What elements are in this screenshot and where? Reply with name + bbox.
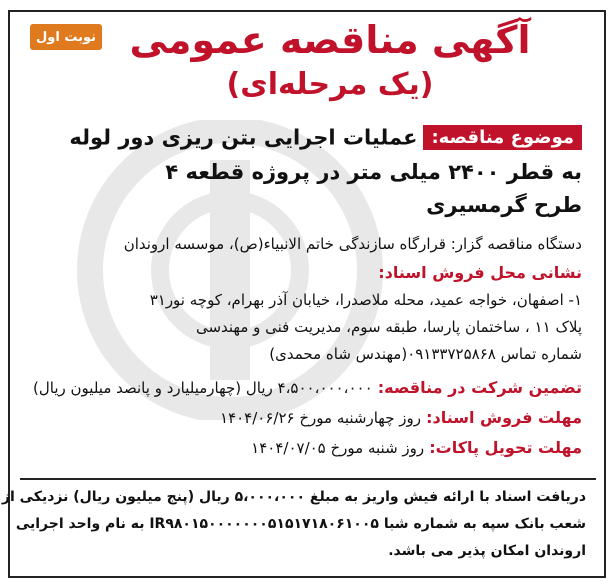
address-label: نشانی محل فروش اسناد: xyxy=(378,263,582,282)
delivery-deadline-label: مهلت تحویل پاکات: xyxy=(429,438,582,457)
subject-row xyxy=(69,125,582,150)
footer-line3: اروندان امکان پذیر می باشد. xyxy=(388,543,586,559)
issue-badge: نوبت اول xyxy=(30,24,102,50)
footer-line1: دریافت اسناد با ارائه فیش واریز به مبلغ ۵،۰۰۰،۰۰۰ ریال (پنج میلیون ریال) نزدیکی از xyxy=(1,489,586,505)
sale-deadline-row xyxy=(220,408,582,427)
guarantee-value: ۴،۵۰۰،۰۰۰،۰۰۰ ریال (چهارمیلیارد و پانصد میلیون ریال) xyxy=(33,379,373,397)
subject-line2: به قطر ۲۴۰۰ میلی متر در پروژه قطعه ۴ xyxy=(165,160,582,184)
subject-line1: عملیات اجرایی بتن ریزی دور لوله xyxy=(69,125,418,150)
footer-line2: شعب بانک سپه به شماره شبا IR۹۸۰۱۵۰۰۰۰۰۰۰۵۱۵۱۷۱۸۰۶۱۰۰۵ به نام واحد اجرایی xyxy=(15,516,586,532)
subject-label: موضوع مناقصه: xyxy=(423,125,582,150)
notice-title: آگهی مناقصه عمومی xyxy=(129,18,531,62)
guarantee-label: تضمین شرکت در مناقصه: xyxy=(377,378,582,397)
delivery-deadline-row xyxy=(251,438,582,457)
address-line3: شماره تماس ۰۹۱۳۳۷۲۵۸۶۸(مهندس شاه محمدی) xyxy=(269,345,582,363)
subject-line3: طرح گرمسیری xyxy=(426,193,582,217)
footer-separator xyxy=(20,478,596,480)
address-line2: پلاک ۱۱ ، ساختمان پارسا، طبقه سوم، مدیریت فنی و مهندسی xyxy=(195,318,582,336)
sale-deadline-label: مهلت فروش اسناد: xyxy=(426,408,582,427)
sale-deadline-value: روز چهارشنبه مورخ ۱۴۰۴/۰۶/۲۶ xyxy=(220,409,421,427)
delivery-deadline-value: روز شنبه مورخ ۱۴۰۴/۰۷/۰۵ xyxy=(251,439,425,457)
guarantee-row xyxy=(33,378,582,397)
organizer-text: دستگاه مناقصه گزار: قرارگاه سازندگی خاتم الانبیاء(ص)، موسسه اروندان xyxy=(123,235,582,253)
notice-subtitle: (یک مرحله‌ای) xyxy=(226,67,434,102)
address-line1: ۱- اصفهان، خواجه عمید، محله ملاصدرا، خیابان آذر بهرام، کوچه نور۳۱ xyxy=(149,291,582,309)
